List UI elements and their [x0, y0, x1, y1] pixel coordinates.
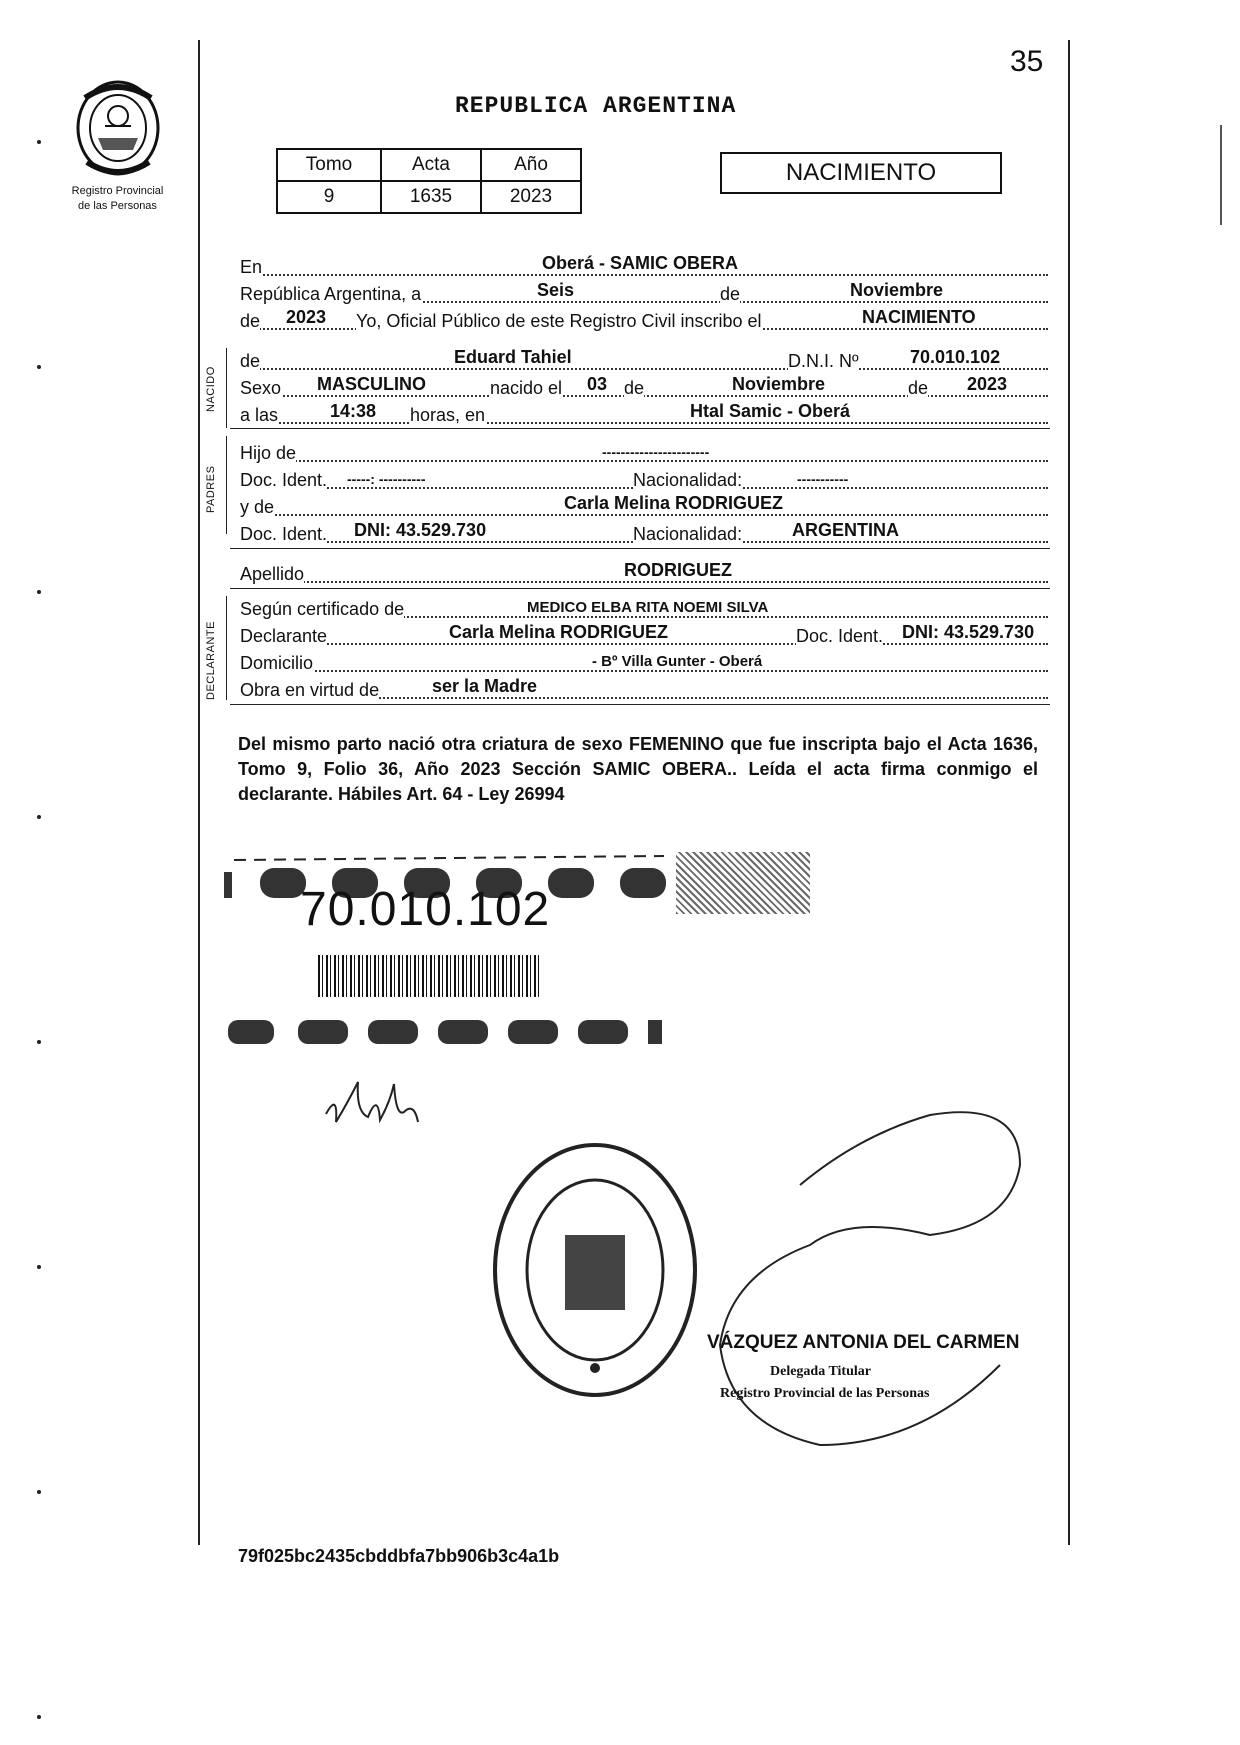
sexo-label: Sexo [240, 378, 282, 398]
province-seal-icon [73, 78, 163, 178]
table-value-anio: 2023 [481, 181, 581, 213]
scan-speck [37, 140, 41, 144]
table-header-anio: Año [481, 149, 581, 181]
scan-speck [37, 365, 41, 369]
scan-speck [37, 1265, 41, 1269]
declarante-label: Declarante [240, 626, 328, 646]
scan-speck [37, 1490, 41, 1494]
horas-label: horas, en [410, 405, 486, 425]
domicilio-label: Domicilio [240, 653, 314, 673]
cert-value: MEDICO ELBA RITA NOEMI SILVA [527, 599, 769, 616]
en-value: Oberá - SAMIC OBERA [542, 253, 739, 273]
row-nacido-name [240, 348, 1048, 374]
country-title: REPUBLICA ARGENTINA [455, 93, 737, 119]
obra-value: ser la Madre [432, 676, 538, 696]
row-madre-doc [240, 521, 1048, 547]
id-stamp-bottom-strip [228, 1018, 678, 1051]
scan-edge-mark [1220, 125, 1222, 225]
row-declarante [240, 623, 1048, 649]
table-header-tomo: Tomo [277, 149, 381, 181]
scan-speck [37, 1040, 41, 1044]
cert-label: Según certificado de [240, 599, 405, 619]
madre-doc-label: Doc. Ident. [240, 524, 328, 544]
month-value: Noviembre [850, 280, 944, 300]
inscribe-text: Yo, Oficial Público de este Registro Civil inscribo el [356, 311, 762, 331]
registry-logo [60, 78, 175, 213]
note-paragraph: Del mismo parto nació otra criatura de sexo FEMENINO que fue inscripta bajo el Acta 1636, Tomo 9, Folio 36, Año 2023 Sección SAMIC OBERA.. Leída el acta firma conmigo el declarante. Hábiles Art. 64 - Ley 26994 [238, 734, 1038, 804]
nacido-de-label: de [240, 351, 261, 371]
divider-nacido [230, 428, 1050, 429]
logo-caption-line1: Registro Provincial [71, 185, 164, 197]
divider-declarante [230, 704, 1050, 705]
logo-caption-line2: de las Personas [78, 200, 157, 212]
mother-value: Carla Melina RODRIGUEZ [564, 493, 784, 513]
registry-seal-stamp [490, 1140, 700, 1405]
section-bracket-nacido [226, 348, 227, 428]
time-value: 14:38 [330, 401, 377, 421]
inscribe-value: NACIMIENTO [862, 307, 976, 327]
en-label: En [240, 257, 263, 277]
day-value: Seis [537, 280, 575, 300]
divider-padres [230, 548, 1050, 549]
scan-speck [37, 1715, 41, 1719]
row-obra [240, 677, 1048, 703]
apellido-label: Apellido [240, 564, 305, 584]
dni-label: D.N.I. Nº [788, 351, 859, 371]
row-nacido-time [240, 402, 1048, 428]
section-bracket-padres [226, 436, 227, 534]
row-padre-doc [240, 467, 1048, 493]
apellido-value: RODRIGUEZ [624, 560, 732, 580]
birth-de2-label: de [908, 378, 929, 398]
birth-year-value: 2023 [967, 374, 1008, 394]
father-value: ----------------------- [602, 444, 710, 460]
row-y-de [240, 494, 1048, 520]
republic-label: República Argentina, a [240, 284, 422, 304]
declarante-doc-value: DNI: 43.529.730 [902, 622, 1035, 642]
barcode [318, 955, 540, 997]
obra-label: Obra en virtud de [240, 680, 380, 700]
section-label-padres: PADRES [205, 465, 217, 513]
madre-nac-label: Nacionalidad: [633, 524, 743, 544]
table-header-acta: Acta [381, 149, 481, 181]
row-domicilio [240, 650, 1048, 676]
row-inscribe [240, 308, 1048, 334]
child-name-value: Eduard Tahiel [454, 347, 572, 367]
madre-doc-value: DNI: 43.529.730 [354, 520, 487, 540]
declarante-doc-label: Doc. Ident. [796, 626, 884, 646]
de-label: de [720, 284, 741, 304]
padre-doc-label: Doc. Ident. [240, 470, 328, 490]
left-margin-line [198, 40, 200, 1545]
document-hash: 79f025bc2435cbddbfa7bb906b3c4a1b [238, 1546, 560, 1566]
birth-place-value: Htal Samic - Oberá [690, 401, 851, 421]
declarante-value: Carla Melina RODRIGUEZ [449, 622, 669, 642]
record-table [276, 148, 582, 214]
official-name: VÁZQUEZ ANTONIA DEL CARMEN [707, 1332, 1020, 1353]
padre-nac-value: ----------- [797, 471, 849, 487]
section-label-declarante: DECLARANTE [205, 621, 217, 700]
padre-doc-value: -----: ---------- [347, 471, 426, 487]
row-apellido [240, 561, 1048, 587]
hijo-de-label: Hijo de [240, 443, 297, 463]
act-type-box: NACIMIENTO [720, 152, 1002, 194]
madre-nac-value: ARGENTINA [792, 520, 899, 540]
domicilio-value: - Bº Villa Gunter - Oberá [592, 653, 763, 670]
birth-month-value: Noviembre [732, 374, 826, 394]
y-de-label: y de [240, 497, 275, 517]
scan-speck [37, 590, 41, 594]
sexo-value: MASCULINO [317, 374, 426, 394]
security-pattern [676, 852, 810, 914]
page-number: 35 [1010, 45, 1044, 78]
row-nacido-birth [240, 375, 1048, 401]
dni-value: 70.010.102 [910, 347, 1001, 367]
table-value-acta: 1635 [381, 181, 481, 213]
row-en [240, 254, 1048, 280]
section-label-nacido: NACIDO [205, 366, 217, 412]
nacido-el-label: nacido el [490, 378, 563, 398]
year-label: de [240, 311, 261, 331]
section-bracket-declarante [226, 596, 227, 700]
official-title: Delegada Titular [770, 1364, 871, 1379]
padre-nac-label: Nacionalidad: [633, 470, 743, 490]
right-margin-line [1068, 40, 1070, 1545]
birth-de1-label: de [624, 378, 645, 398]
a-las-label: a las [240, 405, 279, 425]
official-signature [690, 1095, 1030, 1460]
scan-speck [37, 815, 41, 819]
official-office: Registro Provincial de las Personas [720, 1386, 930, 1401]
table-value-tomo: 9 [277, 181, 381, 213]
row-date [240, 281, 1048, 307]
divider-apellido [230, 588, 1050, 589]
year-value: 2023 [286, 307, 327, 327]
birth-day-value: 03 [587, 374, 608, 394]
row-certificado [240, 596, 1048, 622]
id-stamp-number: 70.010.102 [300, 883, 551, 936]
declarant-signature [318, 1072, 428, 1147]
row-hijo-de [240, 440, 1048, 466]
